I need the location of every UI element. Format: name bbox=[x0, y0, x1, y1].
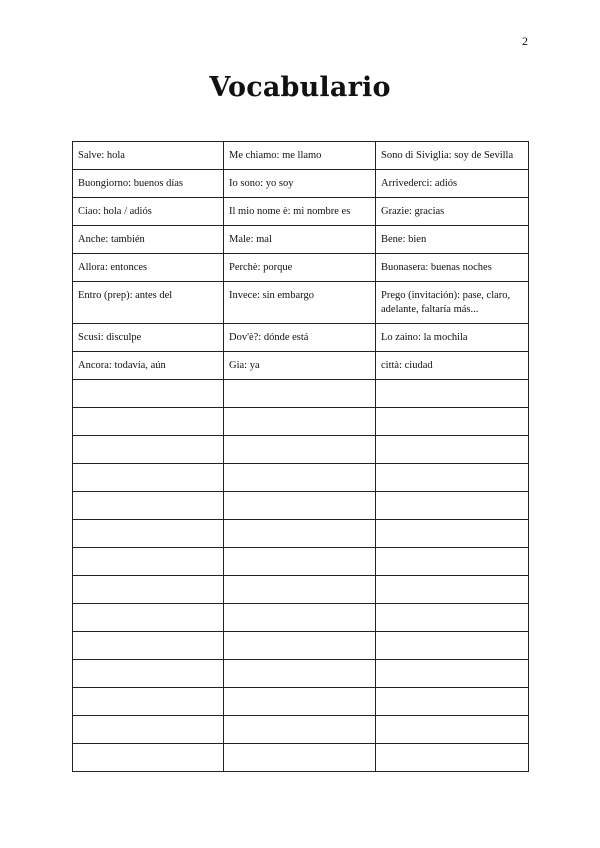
empty-cell bbox=[376, 492, 529, 520]
empty-row bbox=[73, 716, 529, 744]
empty-cell bbox=[224, 604, 376, 632]
empty-row bbox=[73, 744, 529, 772]
empty-cell bbox=[376, 660, 529, 688]
table-cell: Buonasera: buenas noches bbox=[376, 254, 529, 282]
empty-cell bbox=[73, 604, 224, 632]
empty-cell bbox=[73, 408, 224, 436]
empty-cell bbox=[376, 716, 529, 744]
empty-row bbox=[73, 548, 529, 576]
table-cell: Ancora: todavía, aún bbox=[73, 352, 224, 380]
page-number: 2 bbox=[522, 34, 528, 48]
page-title: Vocabulario bbox=[209, 72, 391, 103]
table-cell: Invece: sin embargo bbox=[224, 282, 376, 324]
empty-cell bbox=[224, 716, 376, 744]
empty-cell bbox=[224, 688, 376, 716]
empty-row bbox=[73, 632, 529, 660]
empty-cell bbox=[224, 492, 376, 520]
empty-cell bbox=[224, 464, 376, 492]
empty-row bbox=[73, 380, 529, 408]
table-cell: Arrivederci: adiós bbox=[376, 170, 529, 198]
empty-cell bbox=[73, 520, 224, 548]
table-cell: Me chiamo: me llamo bbox=[224, 142, 376, 170]
empty-cell bbox=[376, 408, 529, 436]
empty-cell bbox=[376, 548, 529, 576]
empty-cell bbox=[73, 464, 224, 492]
empty-cell bbox=[224, 548, 376, 576]
empty-row bbox=[73, 520, 529, 548]
table-row bbox=[73, 226, 529, 254]
table-cell: Grazie: gracias bbox=[376, 198, 529, 226]
table-cell: Perchè: porque bbox=[224, 254, 376, 282]
empty-cell bbox=[73, 548, 224, 576]
table-cell: Lo zaino: la mochila bbox=[376, 324, 529, 352]
empty-cell bbox=[224, 660, 376, 688]
empty-row bbox=[73, 688, 529, 716]
empty-cell bbox=[224, 380, 376, 408]
table-cell: Gia: ya bbox=[224, 352, 376, 380]
table-cell: Buongiorno: buenos días bbox=[73, 170, 224, 198]
empty-cell bbox=[73, 744, 224, 772]
empty-row bbox=[73, 436, 529, 464]
empty-cell bbox=[376, 380, 529, 408]
empty-cell bbox=[73, 576, 224, 604]
empty-row bbox=[73, 660, 529, 688]
table-row bbox=[73, 170, 529, 198]
empty-cell bbox=[224, 520, 376, 548]
table-cell: Sono di Siviglia: soy de Sevilla bbox=[376, 142, 529, 170]
empty-cell bbox=[73, 380, 224, 408]
empty-row bbox=[73, 576, 529, 604]
table-cell: Scusi: disculpe bbox=[73, 324, 224, 352]
table-cell: Anche: también bbox=[73, 226, 224, 254]
table-cell: città: ciudad bbox=[376, 352, 529, 380]
empty-cell bbox=[224, 632, 376, 660]
table-cell: Prego (invitación): pase, claro, adelante, faltaría más... bbox=[376, 282, 529, 324]
table-cell: Dov'è?: dónde está bbox=[224, 324, 376, 352]
empty-cell bbox=[376, 632, 529, 660]
empty-cell bbox=[376, 688, 529, 716]
empty-cell bbox=[224, 576, 376, 604]
table-row bbox=[73, 282, 529, 324]
table-row bbox=[73, 352, 529, 380]
table-row bbox=[73, 324, 529, 352]
empty-cell bbox=[224, 408, 376, 436]
table-cell: Il mio nome è: mi nombre es bbox=[224, 198, 376, 226]
table-cell: Male: mal bbox=[224, 226, 376, 254]
table-cell: Io sono: yo soy bbox=[224, 170, 376, 198]
table-cell: Entro (prep): antes del bbox=[73, 282, 224, 324]
empty-cell bbox=[376, 464, 529, 492]
empty-cell bbox=[73, 492, 224, 520]
table-row bbox=[73, 198, 529, 226]
table-row bbox=[73, 142, 529, 170]
table-cell: Allora: entonces bbox=[73, 254, 224, 282]
empty-row bbox=[73, 604, 529, 632]
empty-cell bbox=[73, 632, 224, 660]
empty-cell bbox=[376, 744, 529, 772]
empty-cell bbox=[376, 436, 529, 464]
table-row bbox=[73, 254, 529, 282]
empty-cell bbox=[376, 576, 529, 604]
table-cell: Bene: bien bbox=[376, 226, 529, 254]
vocabulary-table bbox=[72, 141, 529, 772]
empty-row bbox=[73, 464, 529, 492]
empty-cell bbox=[73, 688, 224, 716]
empty-cell bbox=[376, 604, 529, 632]
empty-row bbox=[73, 492, 529, 520]
empty-cell bbox=[73, 716, 224, 744]
empty-cell bbox=[224, 436, 376, 464]
table-cell: Ciao: hola / adiós bbox=[73, 198, 224, 226]
empty-cell bbox=[73, 660, 224, 688]
table-cell: Salve: hola bbox=[73, 142, 224, 170]
empty-cell bbox=[73, 436, 224, 464]
empty-cell bbox=[224, 744, 376, 772]
empty-cell bbox=[376, 520, 529, 548]
empty-row bbox=[73, 408, 529, 436]
